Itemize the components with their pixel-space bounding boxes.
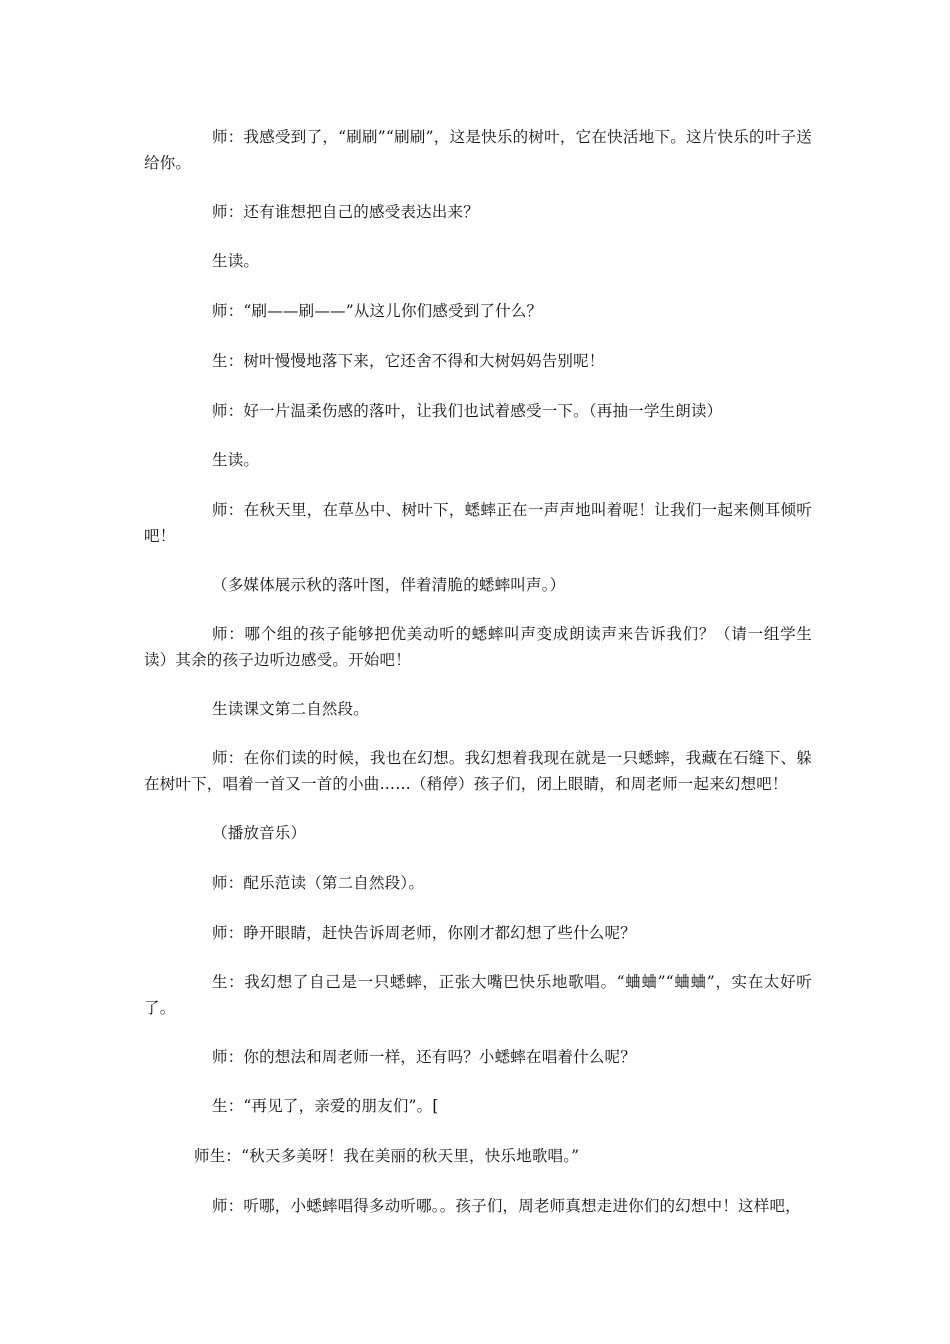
paragraph-9: （多媒体展示秋的落叶图，伴着清脆的蟋蟀叫声。） xyxy=(212,576,566,594)
paragraph-4: 师：“刷——刷——”从这儿你们感受到了什么？ xyxy=(212,302,543,320)
paragraph-19: 师生：“秋天多美呀！我在美丽的秋天里，快乐地歌唱。” xyxy=(194,1147,580,1165)
paragraph-12: 师：在你们读的时候，我也在幻想。我幻想着我现在就是一只蟋蟀，我藏在石缝下、躲在树叶下，唱着一首又一首的小曲……（稍停）孩子们，闭上眼睛，和周老师一起来幻想吧！ xyxy=(144,749,812,793)
paragraph-6: 师：好一片温柔伤感的落叶，让我们也试着感受一下。（再抽一学生朗读） xyxy=(212,402,723,420)
paragraph-10: 师：哪个组的孩子能够把优美动听的蟋蟀叫声变成朗读声来告诉我们？（请一组学生读）其余的孩子边听边感受。开始吧！ xyxy=(144,625,812,669)
paragraph-2: 师：还有谁想把自己的感受表达出来？ xyxy=(212,203,479,221)
paragraph-17: 师：你的想法和周老师一样，还有吗？小蟋蟀在唱着什么呢？ xyxy=(212,1048,636,1066)
paragraph-15: 师：睁开眼睛，赶快告诉周老师，你刚才都幻想了些什么呢？ xyxy=(212,924,636,942)
paragraph-13: （播放音乐） xyxy=(212,824,307,842)
paragraph-14: 师：配乐范读（第二自然段）。 xyxy=(212,874,425,892)
paragraph-5: 生：树叶慢慢地落下来，它还舍不得和大树妈妈告别呢！ xyxy=(212,352,605,370)
paragraph-3: 生读。 xyxy=(212,252,260,270)
paragraph-16: 生：我幻想了自己是一只蟋蟀，正张大嘴巴快乐地歌唱。“蛐蛐”“蛐蛐”，实在太好听了。 xyxy=(144,973,812,1017)
paragraph-7: 生读。 xyxy=(212,451,260,469)
paragraph-1: 师：我感受到了，“刷刷”“刷刷”，这是快乐的树叶，它在快活地下。这片快乐的叶子送给你。 xyxy=(144,128,812,172)
paragraph-20: 师：听哪，小蟋蟀唱得多动听哪。。孩子们，周老师真想走进你们的幻想中！这样吧， xyxy=(212,1197,801,1215)
paragraph-8: 师：在秋天里，在草丛中、树叶下，蟋蟀正在一声声地叫着呢！让我们一起来侧耳倾听吧！ xyxy=(144,501,812,545)
paragraph-11: 生读课文第二自然段。 xyxy=(212,700,370,718)
paragraph-18: 生：“再见了，亲爱的朋友们”。[ xyxy=(212,1097,439,1115)
